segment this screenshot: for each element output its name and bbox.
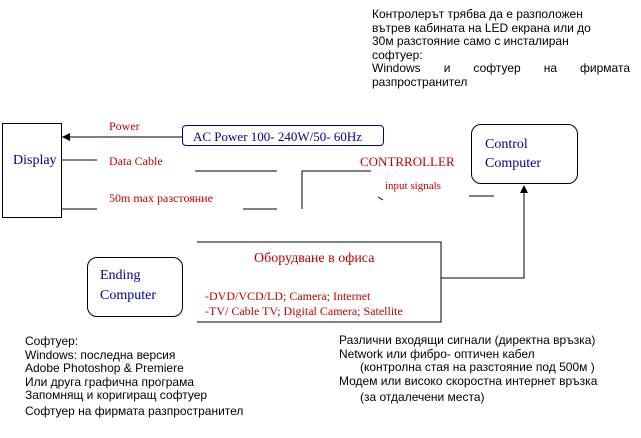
power-label: Power [109,119,140,133]
controller-label: CONTRROLLER [360,154,455,169]
ending-computer-line: Ending [100,268,141,283]
control-computer-line: Computer [485,156,541,171]
signals-item: Network или фибро- оптичен кабел [339,346,535,361]
note-line: Windows и софтуер на фирмата [372,61,630,76]
software-list [25,335,243,419]
note-line: Контролерът трябва да е разположен [372,7,583,21]
office-item: -TV/ Cable TV; Digital Camera; Satellite [205,304,403,318]
signals-item: Различни входящи сигнали (директна връзка) [339,333,596,347]
distance-label: 50m max разстояние [109,191,213,205]
note-line: разпространител [372,74,468,89]
power-supply-label: AC Power 100- 240W/50- 60Hz [193,129,362,144]
control-computer-label [485,135,541,173]
signals-item: Модем или високо скоростна интернет връзка [339,373,598,388]
note-line: 30м разстояние само с инсталиран [372,34,569,49]
office-title: Оборудване в офиса [254,251,375,266]
data-cable-label: Data Cable [109,154,163,168]
ending-computer-node [87,257,183,317]
software-item: Adobe Photoshop & Premiere [25,361,184,376]
software-item: Запомнящ и коригиращ софтуер [25,388,208,403]
software-item: Windows: последна версия [25,347,176,362]
software-item: Или друга графична програма [25,374,195,389]
note-line: софтуер: [372,47,423,62]
ending-computer-label [100,266,156,306]
controller-tick [378,197,383,200]
signals-list [339,334,597,405]
signals-item: (контролна стая на разстояние под 500м ) [360,360,595,375]
office-item: -DVD/VCD/LD; Camera; Internet [205,289,371,303]
power-supply-node [182,125,384,146]
software-item: Софтуер: [25,334,79,348]
controller-bracket [302,171,371,209]
control-computer-node [471,124,578,184]
ending-computer-line: Computer [100,288,156,303]
placement-note [372,8,630,90]
software-item: Софтуер на фирмата разпространител [25,403,244,418]
signals-item: (за отдалечени места) [360,390,485,405]
office-items [205,289,403,319]
input-signals-label: input signals [385,180,441,192]
control-computer-line: Control [485,137,528,152]
display-node [2,123,62,218]
display-label: Display [13,153,57,168]
office-to-control-arrow [441,186,524,278]
note-line: вътрев кабината на LED екрана или до [372,20,591,35]
